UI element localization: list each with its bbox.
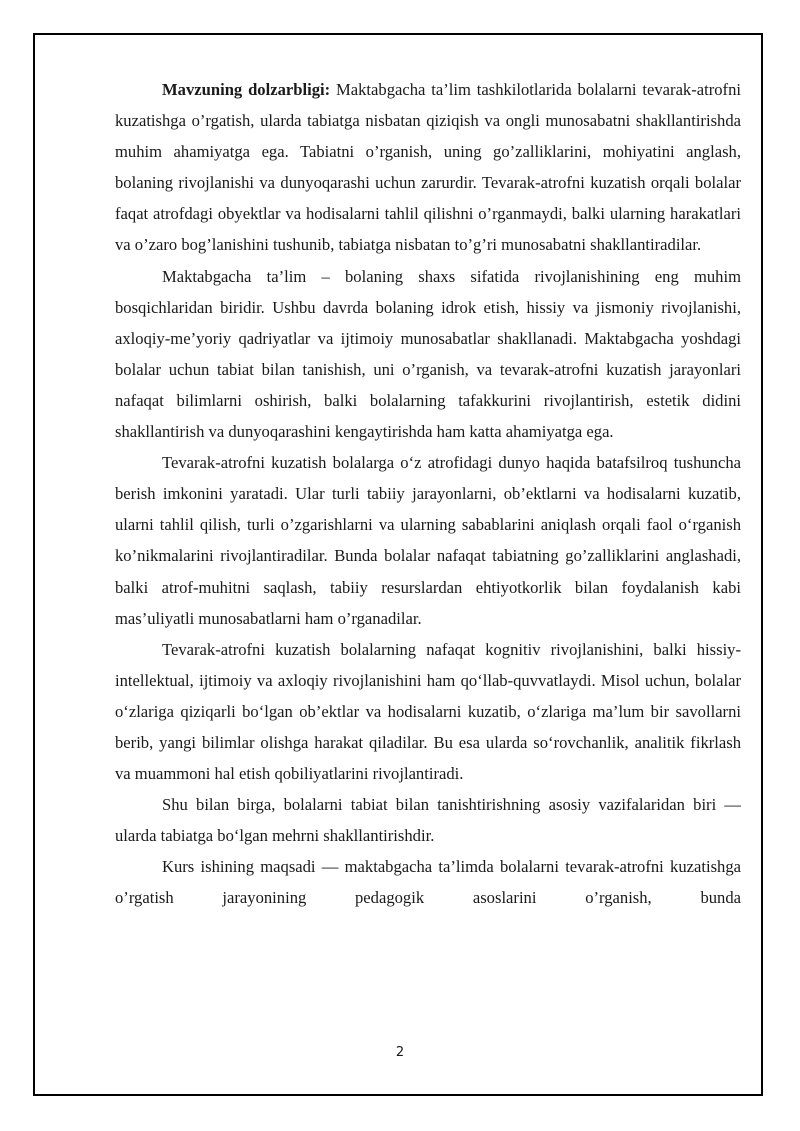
paragraph-preschool-education: Maktabgacha ta’lim – bolaning shaxs sifatida rivojlanishining eng muhim bosqichlaridan biridir. Ushbu davrda bolaning idrok etish, hissiy va jismoniy rivojlanishi, axloqiy-me’yoriy qadriyatlar va ijtimoiy munosabatlar shakllanadi. Maktabgacha yoshdagi bolalar uchun tabiat bilan tanishish, uni o’rganish, va tevarak-atrofni kuzatish jarayonlari nafaqat bilimlarni oshirish, balki bolalarning tafakkurini rivojlantirish, estetik didini shakllantirish va dunyoqarashini kengaytirishda ham katta ahamiyatga ega. (115, 266, 741, 442)
document-body (115, 74, 741, 914)
paragraph-course-goal: Kurs ishining maqsadi — maktabgacha ta’limda bolalarni tevarak-atrofni kuzatishga o’rgatish jarayonining pedagogik asoslarini o’rganish, bunda (115, 857, 741, 908)
paragraph-love-of-nature: Shu bilan birga, bolalarni tabiat bilan tanishtirishning asosiy vazifalaridan biri — ularda tabiatga bo‘lgan mehrni shakllantirishdir. (115, 795, 741, 846)
paragraph-cognitive-development: Tevarak-atrofni kuzatish bolalarning nafaqat kognitiv rivojlanishini, balki hissiy-intellektual, ijtimoiy va axloqiy rivojlanishini ham qo‘llab-quvvatlaydi. Misol uchun, bolalar o‘zlariga qiziqarli bo‘lgan ob’ektlar va hodisalarni kuzatib, o‘zlariga ma’lum bir savollarni berib, yangi bilimlar olishga harakat qiladilar. Bu esa ularda so‘rovchanlik, analitik fikrlash va muammoni hal etish qobiliyatlarini rivojlantiradi. (115, 639, 741, 784)
page-number: 2 (395, 1045, 405, 1060)
paragraph-text: Maktabgacha ta’lim tashkilotlarida bolalarni tevarak-atrofni kuzatishga o’rgatish, ularda tabiatga nisbatan qiziqish va ongli munosabatni shakllantirishda muhim ahamiyatga ega. Tabiatni o’rganish, uning go’zalliklarini, mohiyatini anglash, bolaning rivojlanishi va dunyoqarashi uchun zarurdir. Tevarak-atrofni kuzatish orqali bolalar faqat atrofdagi obyektlar va hodisalarni tahlil qilishni o’rganmaydi, balki ularning harakatlari va o’zaro bog’lanishini tushunib, tabiatga nisbatan to’g’ri munosabatni shakllantiradilar. (115, 80, 741, 255)
section-lead-label: Mavzuning dolzarbligi: (162, 80, 331, 99)
paragraph-observation-benefits: Tevarak-atrofni kuzatish bolalarga o‘z atrofidagi dunyo haqida batafsilroq tushuncha berish imkonini yaratadi. Ular turli tabiiy jarayonlarni, ob’ektlarni va hodisalarni kuzatib, ularni tahlil qilish, turli o’zgarishlarni va ularning sabablarini aniqlash orqali faol o‘rganish ko’nikmalarini rivojlantiradilar. Bunda bolalar nafaqat tabiatning go’zalliklarini anglashadi, balki atrof-muhitni saqlash, tabiiy resurslardan ehtiyotkorlik bilan foydalanish kabi mas’uliyatli munosabatlarni ham o’rganadilar. (115, 453, 741, 628)
paragraph-relevance (115, 74, 741, 261)
